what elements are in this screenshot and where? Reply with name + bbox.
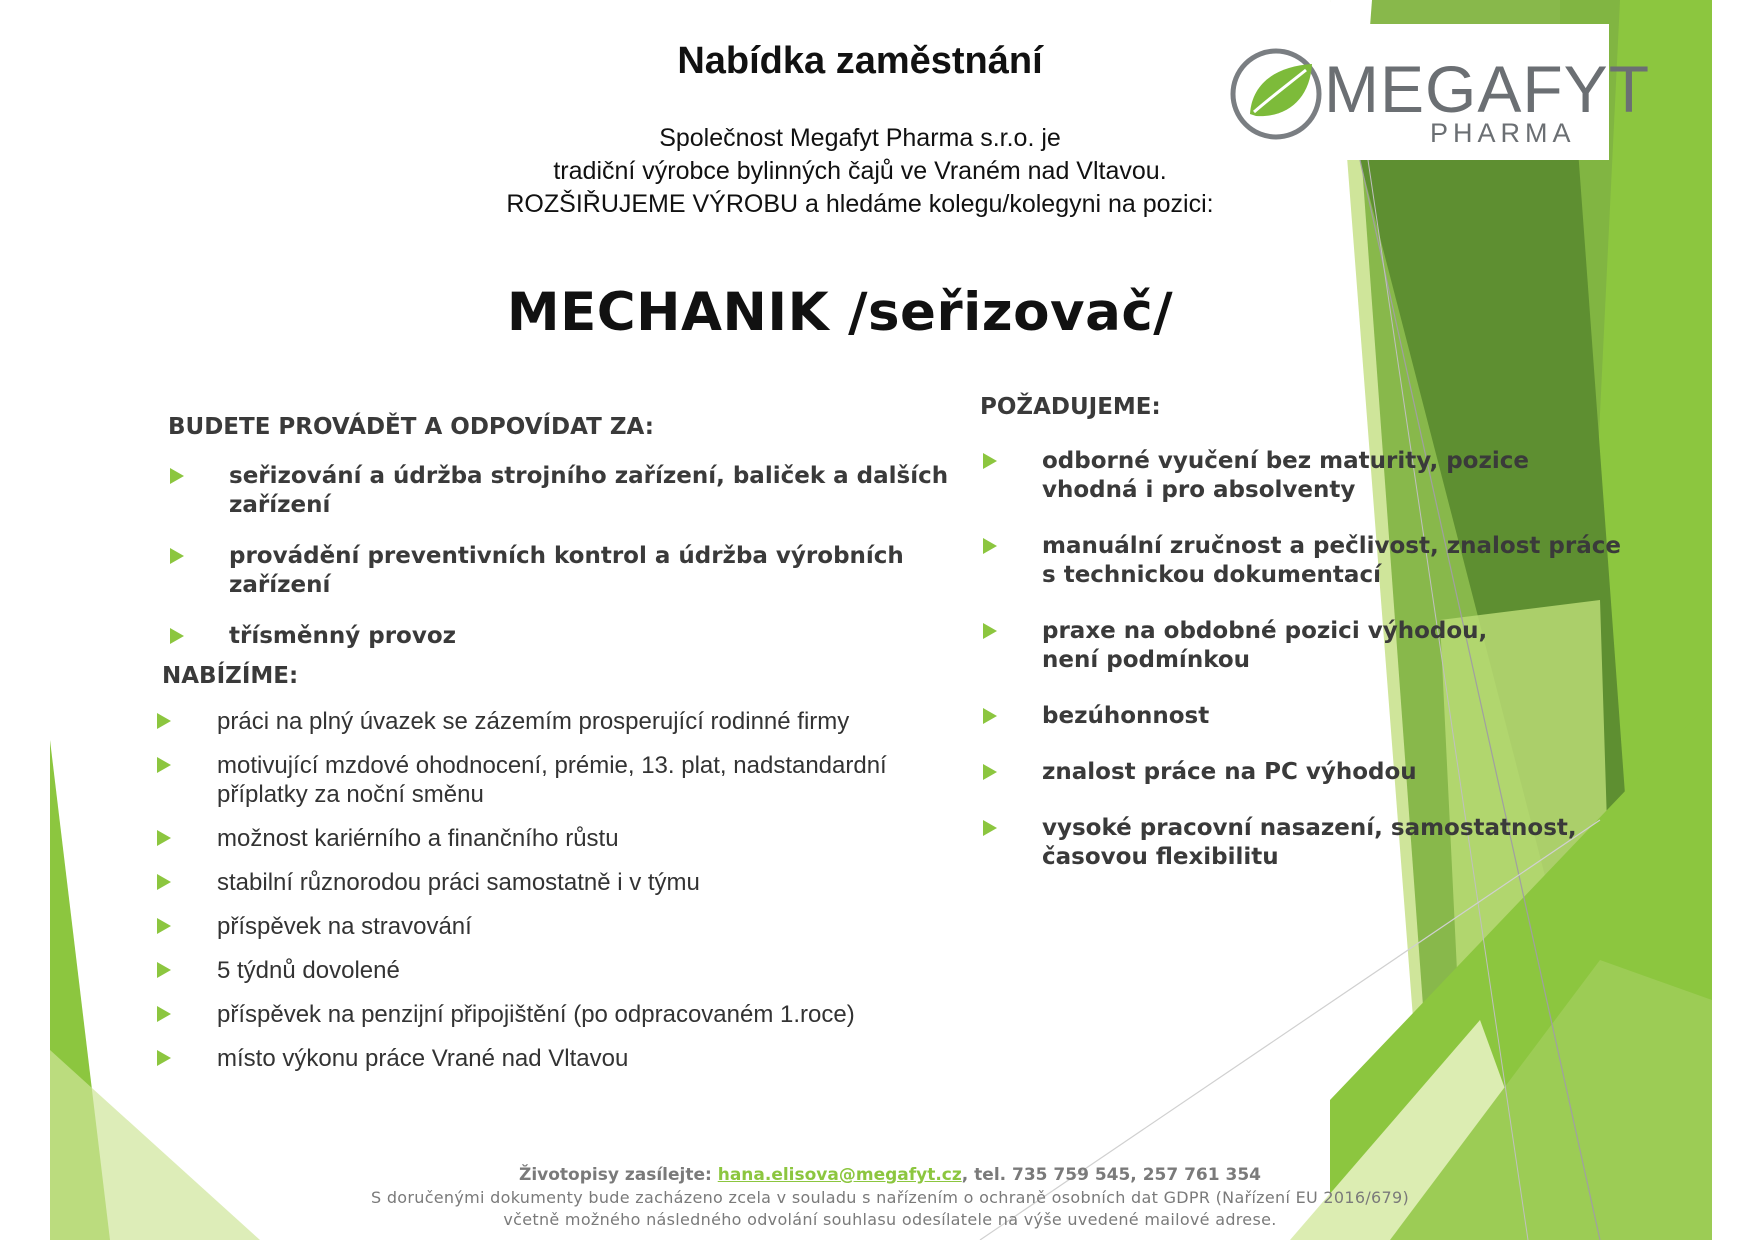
gdpr-notice-1: S doručenými dokumenty bude zacházeno zcela v souladu s nařízením o ochraně osobních dat GDPR (Nařízení EU 2016/679) (370, 1188, 1409, 1207)
bullet-arrow-icon (170, 628, 184, 644)
bullet-arrow-icon (170, 548, 184, 564)
list-item-text: místo výkonu práce Vrané nad Vltavou (217, 1045, 629, 1072)
list-item-text: příspěvek na penzijní připojištění (po odpracovaném 1.roce) (217, 1001, 855, 1028)
list-item (983, 447, 1623, 505)
bullet-arrow-icon (157, 757, 171, 773)
list-item-text: provádění preventivních kontrol a údržba výrobních zařízení (229, 543, 904, 598)
list-item (983, 532, 1623, 590)
list-item (157, 868, 957, 897)
list-item-text: praxe na obdobné pozici výhodou, není podmínkou (1042, 618, 1488, 673)
list-item-text: 5 týdnů dovolené (217, 957, 400, 984)
intro-line-3: ROZŠIŘUJEME VÝROBU a hledáme kolegu/kolegyni na pozici: (506, 190, 1214, 218)
page-title: Nabídka zaměstnání (677, 40, 1043, 82)
list-item (170, 622, 970, 651)
gdpr-notice-2: včetně možného následného odvolání souhlasu odesílatele na výše uvedené mailové adrese. (503, 1210, 1277, 1229)
job-title: MECHANIK /seřizovač/ (506, 282, 1174, 343)
offers-heading: NABÍZÍME: (162, 663, 299, 689)
offers-list (157, 707, 957, 1088)
footer (300, 1163, 1480, 1231)
list-item-text: odborné vyučení bez maturity, pozice vhodná i pro absolventy (1042, 448, 1529, 503)
bullet-arrow-icon (983, 708, 997, 724)
list-item (157, 956, 957, 985)
bullet-arrow-icon (170, 468, 184, 484)
cv-label: Životopisy zasílejte: (519, 1165, 712, 1185)
bg-margin-right (1712, 0, 1754, 1240)
list-item (157, 1000, 957, 1029)
bullet-arrow-icon (157, 830, 171, 846)
list-item (157, 751, 937, 809)
list-item (983, 702, 1623, 731)
list-item-text: bezúhonnost (1042, 703, 1210, 729)
list-item (157, 707, 957, 736)
bullet-arrow-icon (157, 962, 171, 978)
bullet-arrow-icon (983, 623, 997, 639)
list-item (157, 1044, 957, 1073)
list-item-text: možnost kariérního a finančního růstu (217, 825, 619, 852)
list-item-text: práci na plný úvazek se zázemím prosperující rodinné firmy (217, 708, 850, 735)
bullet-arrow-icon (157, 1006, 171, 1022)
list-item (157, 912, 957, 941)
duties-list (170, 462, 970, 673)
bullet-arrow-icon (983, 453, 997, 469)
list-item (157, 824, 957, 853)
footer-contact (300, 1163, 1480, 1187)
list-item (170, 542, 970, 600)
list-item-text: vysoké pracovní nasazení, samostatnost, časovou flexibilitu (1042, 815, 1577, 870)
email-link[interactable]: hana.elisova@megafyt.cz (717, 1165, 962, 1185)
list-item (983, 617, 1543, 675)
list-item (983, 758, 1623, 787)
list-item-text: znalost práce na PC výhodou (1042, 759, 1417, 785)
requirements-list (983, 447, 1623, 899)
logo-wordmark: MEGAFYT (1324, 52, 1651, 126)
bg-margin-left (0, 0, 50, 1240)
list-item-text: stabilní různorodou práci samostatně i v týmu (217, 869, 700, 896)
company-intro (420, 122, 1300, 221)
bullet-arrow-icon (983, 820, 997, 836)
intro-line-1: Společnost Megafyt Pharma s.r.o. je (659, 124, 1061, 152)
list-item-text: motivující mzdové ohodnocení, prémie, 13. plat, nadstandardní příplatky za noční směnu (217, 752, 887, 808)
bullet-arrow-icon (157, 713, 171, 729)
bullet-arrow-icon (157, 874, 171, 890)
bullet-arrow-icon (157, 918, 171, 934)
logo-subtitle: PHARMA (1430, 118, 1576, 148)
list-item-text: manuální zručnost a pečlivost, znalost práce s technickou dokumentací (1042, 533, 1621, 588)
list-item (170, 462, 970, 520)
requirements-heading: POŽADUJEME: (980, 394, 1161, 420)
list-item-text: seřizování a údržba strojního zařízení, baliček a dalších zařízení (229, 463, 949, 518)
duties-heading: BUDETE PROVÁDĚT A ODPOVÍDAT ZA: (168, 414, 654, 440)
list-item-text: třísměnný provoz (229, 623, 457, 649)
intro-line-2: tradiční výrobce bylinných čajů ve Vraném nad Vltavou. (553, 157, 1167, 185)
bullet-arrow-icon (983, 764, 997, 780)
bullet-arrow-icon (983, 538, 997, 554)
leaf-icon (1226, 42, 1326, 142)
phone-numbers: , tel. 735 759 545, 257 761 354 (961, 1165, 1261, 1185)
company-logo (1218, 24, 1651, 160)
bullet-arrow-icon (157, 1050, 171, 1066)
list-item (983, 814, 1583, 872)
list-item-text: příspěvek na stravování (217, 913, 472, 940)
